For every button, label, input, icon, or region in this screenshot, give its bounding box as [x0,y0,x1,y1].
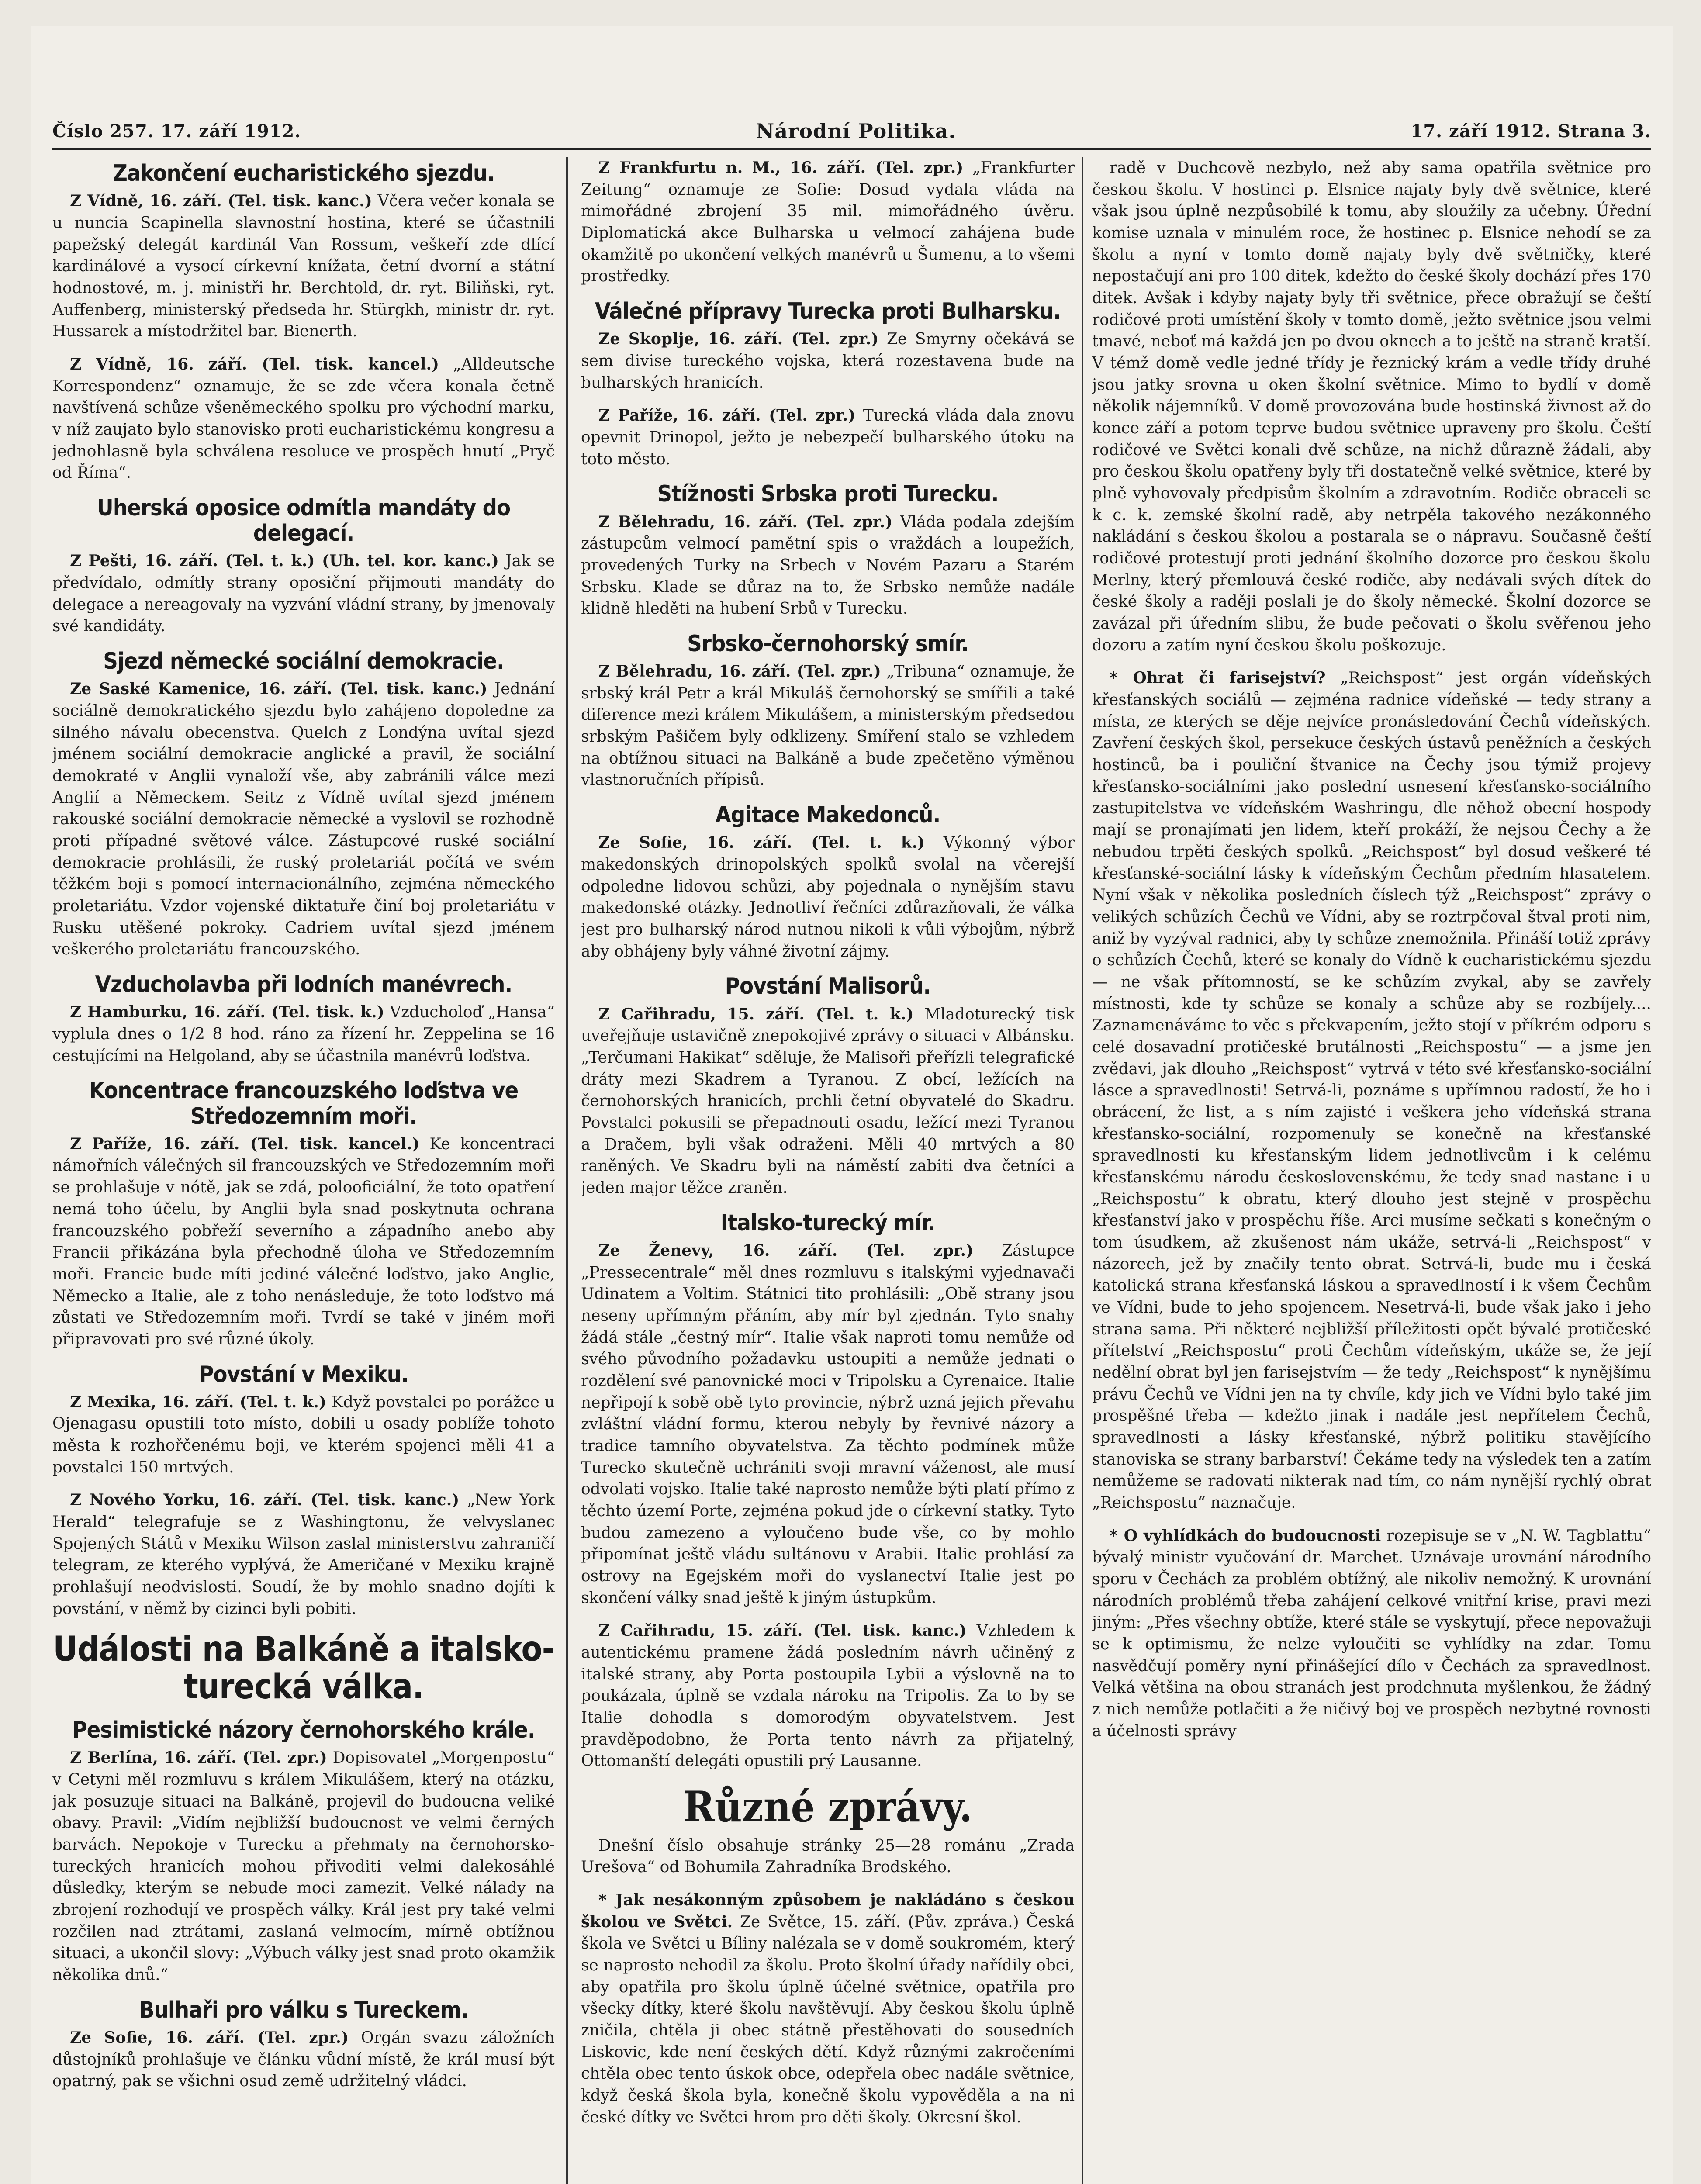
article-body [581,1890,1075,2128]
article-text: Když povstalci po porážce u Ojenagasu opustili toto místo, dobili u osady poblíže tohoto města k rozhořčenému boji, ve kterém spojenci měli 41 a povstalci 150 mrtvých. [52,1393,555,1476]
article-text: Vláda podala zdejším zástupcům velmocí pamětní spis o vraždách a loupežích, provedených Turky na Srbech v Novém Pazaru a Starém Srbsku. Klade se důraz na to, že Srbsko nemůže nadále klidně hleděti na hubení Srbů v Turecku. [581,513,1075,618]
article-headline: Koncentrace francouzského loďstva ve Středozemním moři. [89,1078,519,1130]
article-dateline: Ze Sofie, 16. září. (Tel. zpr.) [70,2028,349,2047]
column-rule-2 [1082,157,1083,2184]
masthead-rule [52,148,1651,150]
article-headline: Povstání v Mexiku. [199,1361,408,1388]
article-body [581,1004,1075,1199]
article [52,495,555,637]
article-text: Ze Smyrny očekává se sem divise tureckého vojska, která rozestavena bude na bulharských hranicích. [581,330,1075,392]
article [1092,157,1651,656]
issue-number: Číslo 257. 17. září 1912. [52,121,301,142]
article-body [1092,1525,1651,1742]
article-dateline: Z Paříže, 16. září. (Tel. tisk. kancel.) [70,1134,420,1153]
article-body [581,1620,1075,1772]
newspaper-title: Národní Politika. [756,119,956,143]
article-headline: Události na Balkáně a italsko-turecká válka. [53,1630,554,1707]
article [52,972,555,1067]
article-headline: Vzducholavba při lodních manévrech. [95,971,512,998]
article-dateline: Z Cařihradu, 15. září. (Tel. tisk. kanc.) [598,1621,967,1640]
article-dateline: * Ohrat či farisejství? [1110,669,1326,688]
article [581,974,1075,1199]
article-body [581,511,1075,620]
article-body [1092,667,1651,1514]
article-text: „Reichspost“ jest orgán vídeňských křesťanských sociálů — zejména radnice vídeňské — tedy strany a místa, ze kterých se děje nejvíce pronásledování Čechů vídeňských. Zavření českých škol, persekuce českých ústavů peněžních a českých hostinců, ba i pouliční štvanice na Čechy jsou týmiž projevy křesťansko-sociálními jako poslední usnesení křesťansko-sociálního zastupitelstva ve vídeňském Washringu, dle něhož obecní hospody mají se pronajímati jen lidem, kteří prokáží, že nejsou Čechy a že nebudou trpěti českých spolků. „Reichspost“ byl dosud veškeré té křesťanské-sociální lásky k vídeňským Čechům předním hlasatelem. Nyní však v několika posledních číslech týž „Reichspost“ zprávy o velikých schůzích Čechů ve Vídni, aby se roztrpčoval štval proti nim, aniž by vyzýval radnici, aby ty schůze znemožnila. Přináší totiž zprávy o schůzích Čechů, které se konaly do Vídně k eucharistickému sjezdu — ne však přítomností, se ke schůzím zvykal, aby se zavřely místnosti, kde ty schůze se konaly a schůze aby se rozbíjely.... Zaznamenáváme to věc s překvapením, ježto stojí v příkrém odporu s celé dosavadní protičeské brutálnosti „Reichspostu“ — a jsme jen zvědavi, jak dlouho „Reichspost“ vytrvá v této své křesťansko-sociální lásce a spravedlnosti! Setrvá-li, poznáme s upřímnou radostí, že ho i obrácení, že list, a s ním zajisté i veškera jeho vídeňská strana křesťansko-sociální, rozpomenuly se konečně na křesťanské spravedlnosti ku křesťanským lidem jednotlivcům i k celému křesťanskému národu československému, že tedy snad nastane i u „Reichspostu“ k obratu, který dlouho jest stejně v prospěchu křesťanství jako v prospěchu říše. Arci musíme sečkati s konečným o tom úsudkem, až zkušenost nám ukáže, setrvá-li „Reichspost“ v názorech, jež by značily tento obrat. Setrvá-li, bude mu i česká katolická strana křesťanská láskou a spravedlností i k všem Čechům ve Vídni, bude to jeho spojencem. Nesetrvá-li, bude však jako i jeho strana sama. Při některé nejbližší příležitosti opět bývalé protičeské přítelství „Reichspostu“ proti Čechům vídeňským, ukáže se, že její nedělní obrat byl jen farisejstvím — že tedy „Reichspost“ k nynějšímu právu Čechů ve Vídni jen na ty chvíle, kdy jich ve Vídni bylo také jim prospěšné třeba — kdežto jinak i nadále jest nepřítelem Čechů, spravedlnosti a lásky křesťanské, nýbrž politiku stavějícího stanoviska se strany barbarství! Čekáme tedy na výsledek ten a zatím nemůžeme se radovati nikterak nad tím, co nám nynější rychlý obrat „Reichspostu“ naznačuje. [1092,669,1651,1512]
article-text: Mladoturecký tisk uveřejňuje ustavičně znepokojivé zprávy o situaci v Albánsku. „Terčumani Hakikat“ sděluje, že Malisoři přeřízli telegrafické dráty mezi Skadrem a Tyranou. Z obcí, ležících na černohorských hranicích, prchli četní obyvatelé do Skadru. Povstalci pokusili se přepadnouti osadu, ležící mezi Tyranou a Dračem, byli však odraženi. Měli 40 mrtvých a 80 raněných. Ve Skadru byli na náměstí zabiti dva četníci a jeden major těžce zraněn. [581,1005,1075,1197]
article [581,1620,1075,1772]
article [52,161,555,342]
article-text: radě v Duchcově nezbylo, než aby sama opatřila světnice pro českou školu. V hostinci p. Elsnice najaty byly dvě světnice, které však jsou úplně nezpůsobilé k tomu, aby sloužily za učebny. Úřední komise uznala v minulém roce, že hostinec p. Elsnice nehodí se za školu a nyní v tomto domě najaty byly dvě světničky, které nepostačují ani pro 100 ditek, kdežto do české školy dochází přes 170 ditek. Avšak i kdyby najaty byly tři světnice, přece obražují se čeští rodičové proti umístění školy v tomto domě, ježto světnice jsou velmi tmavé, neboť má každá jen po dvou oknech a to ještě na straně kratší. V témž domě vedle jedné třídy je řeznický krám a vedle třídy druhé jsou jatky srovna u oken školní světnice. Mimo to bydlí v domě několik nájemníků. V domě provozována bude hostinská živnost až do konce září a potom teprve budou světnice upraveny pro školu. Čeští rodičové ve Světci konali dvě schůze, na nichž důrazně žádali, aby pro českou školu opatřeny byly tři dostatečně velké světnice, které by plně vyhovovaly předpisům školním a zdravotním. Rodiče obraceli se k c. k. zemské školní radě, aby netrpěla takového nezákonného nakládání s českou školou a postarala se o nápravu. Současně čeští rodičové protestují proti jednání školního dozorce pro českou školu Merlny, který přemlouvá české rodiče, aby nedávali svých dítek do české školy a raději poslali je do školy německé. Školní dozorce se zavázal při úředním slibu, že bude pečovati o školu svěřenou jeho dozoru a zatím nyní českou školu poškozuje. [1092,159,1651,654]
article-text: Ze Světce, 15. září. (Pův. zpráva.) Česká škola ve Světci u Bíliny nalézala se v domě soukromém, který se naprosto nehodil za školu. Proto školní úřady nařídily obci, aby opatřila pro školu úplně účelné světnice, opatřila pro všecky dítky, které školu navštěvují. Aby českou školu úplně zničila, chtěla ji obec státně přestěhovati do sousedních Liskovic, kde není českých dětí. Když různými zakročeními chtěla obec tento úskok obce, odepřela obec nadále světnice, když česká škola byla, konečně školu vypověděla a na ni české dítky ve Světci hrom pro děti školy. Okresní škol. [581,1913,1075,2126]
article [581,299,1075,394]
article-body [52,1133,555,1351]
article-body [52,1489,555,1620]
article-headline: Zakončení eucharistického sjezdu. [112,160,495,187]
article-headline: Italsko-turecký mír. [720,1209,935,1236]
article [581,405,1075,470]
article-dateline: Z Vídně, 16. září. (Tel. tisk. kanc.) [70,192,372,211]
article [1092,1525,1651,1742]
column-3 [1092,157,1651,2184]
article-body [581,1240,1075,1609]
article [581,1210,1075,1609]
article-dateline: Ze Sofie, 16. září. (Tel. t. k.) [598,833,925,852]
article [52,649,555,961]
column-rule-1 [566,157,568,2184]
article-body [581,328,1075,394]
article-text: Ke koncentraci námořních válečných sil francouzských ve Středozemním moři se prohlašuje v nótě, jak se zdá, polooficiální, že toto opatření nemá toho účelu, by Anglii byla snad poskytnuta ochrana francouzského pobřeží severního a západního anebo aby Francii přikázána byla přechodně úloha ve Středozemním moři. Francie bude míti jediné válečné loďstvo, jako Anglie, Německo a Italie, ale z toho nenásleduje, že toto loďstvo má zůstati ve Středozemním moři. Tvrdí se také v jiném moři připravovati pro své různé úkoly. [52,1135,555,1348]
article-body [581,661,1075,791]
article-dateline: Z Paříže, 16. září. (Tel. zpr.) [598,406,856,425]
article-headline: Agitace Makedonců. [715,802,940,829]
article-headline: Různé zprávy. [683,1782,972,1832]
article-text: „Frankfurter Zeitung“ oznamuje ze Sofie: Dosud vydala vláda na mimořádné zbrojení 35 mil. mimořádného úvěru. Diplomatická akce Bulharska u velmocí zahájena bude okamžitě po ukončení velkých manévrů u Šumenu, a to všemi prostředky. [581,159,1075,286]
article-text: Včera večer konala se u nuncia Scapinella slavnostní hostina, které se účastnili papežský delegát kardinál Van Rossum, veškeří zde dlící kardinálové a vysocí církevní knížata, četní dvorní a státní hodnostové, m. j. ministři hr. Berchtold, dr. ryt. Biliňski, ryt. Auffenberg, ministerský předseda hr. Stürgkh, ministr dr. ryt. Hussarek a místodržitel bar. Bienerth. [52,192,555,341]
page-date-number: 17. září 1912. Strana 3. [1411,121,1651,142]
article-body [52,2027,555,2092]
column-2 [581,157,1075,2184]
article-text: Turecká vláda dala znovu opevnit Drinopol, ježto je nebezpečí bulharského útoku na toto město. [581,407,1075,468]
article-body [52,678,555,961]
article-text: „Tribuna“ oznamuje, že srbský král Petr a král Mikuláš černohorský se smířili a také diference mezi králem Mikulášem, a ministerským předsedou srbským Pašičem byly odklizeny. Smíření stalo se vzhledem na obtížnou situaci na Balkáně a bude zpečetěno výměnou vlastnoručních přípisů. [581,663,1075,789]
article [52,1489,555,1620]
article-headline: Pesimistické názory černohorského krále. [72,1717,535,1744]
article-text: Výkonný výbor makedonských drinopolských spolků svolal na včerejší odpoledne lidovou schůzi, aby pojednala o nynějším stavu makedonské otázky. Jednotliví řečníci zdůrazňovali, že válka jest pro bulharský národ nutnou nikoli k vůli výbojům, nýbrž aby obhájeny byly váhné životní zájmy. [581,834,1075,961]
article-body [581,157,1075,287]
article-body [52,1392,555,1479]
article-dateline: Z Vídně, 16. září. (Tel. tisk. kancel.) [70,355,439,373]
article-headline: Bulhaři pro válku s Tureckem. [138,1997,469,2023]
article-text: Dopisovatel „Morgenpostu“ v Cetyni měl rozmluvu s králem Mikulášem, který na otázku, jak posuzuje situaci na Balkáně, projevil do budoucna veliké obavy. Pravil: „Vidím nejbližší budoucnost ve velmi černých barvách. Nepokoje v Turecku a přehmaty na černohorsko-tureckých hranicích mohou přivoditi velmi dalekosáhlé důsledky, kterým se nebude moci zamezit. Velké nálady na zbrojení rozhodují ve prospěch války. Král jest pry také velmi rozčilen nad ztrátami, zaslaná velmocím, mírně obtížnou situaci, a ukončil slovy: „Výbuch války jest snad proto okamžik několika dnů.“ [52,1749,555,1984]
article-headline: Stížnosti Srbska proti Turecku. [657,481,999,508]
article-body [52,354,555,484]
article-text: Dnešní číslo obsahuje stránky 25—28 románu „Zrada Urešova“ od Bohumila Zahradníka Brodského. [581,1836,1075,1876]
article-dateline: Z Bělehradu, 16. září. (Tel. zpr.) [598,662,881,681]
article-headline: Uherská oposice odmítla mandáty do delegací. [97,494,511,547]
article [52,1717,555,1986]
article-dateline: Ze Ženevy, 16. září. (Tel. zpr.) [598,1241,974,1260]
article-text: Jak se předvídalo, odmítly strany oposiční přijmouti mandáty do delegace a nereagovaly na vyzvání vládní strany, by jmenovaly své kandidáty. [52,552,555,636]
article-dateline: Z Hamburku, 16. září. (Tel. tisk. k.) [70,1003,384,1022]
article-dateline: Ze Skoplje, 16. září. (Tel. zpr.) [598,330,879,349]
article-dateline: Z Frankfurtu n. M., 16. září. (Tel. zpr.) [598,159,964,177]
article-body [52,190,555,342]
article-text: Jednání sociálně demokratického sjezdu bylo zahájeno dopoledne za silného návalu obecenstva. Quelch z Londýna uvítal sjezd jménem sociální demokracie anglické a pravil, že sociální demokraté v Anglii vynaloží vše, aby zabránili válce mezi Anglií a Německem. Seitz z Vídně uvítal sjezd jménem rakouské sociální demokracie německé a vyslovil se rozhodně proti případné světové válce. Zástupcové ruské sociální demokracie prohlásili, že ruský proletariát počítá ve svém těžkém boji s pomocí internacionálního, zejména německého proletariátu. Vzdor vojenské diktatuře činí boj proletariátu v Rusku utěšené pokroky. Cadriem uvítal sjezd jménem veškerého proletariátu francouzského. [52,680,555,959]
article-dateline: * Jak nesákonným způsobem je nakládáno s českou školou ve Světci. [581,1890,1075,1931]
article-text: „Alldeutsche Korrespondenz“ oznamuje, že se zde včera konala četně navštívená schůze všeněmeckého spolku pro východní marku, v níž zaujato bylo stanovisko proti eucharistickému kongresu a jednohlasně byla schválena resoluce ve prospěch hnutí „Pryč od Říma“. [52,355,555,482]
article [581,631,1075,791]
article-dateline: * O vyhlídkách do budoucnosti [1110,1526,1381,1545]
article [581,157,1075,287]
article-text: Vzducholoď „Hansa“ vyplula dnes o 1/2 8 hod. ráno za řízení hr. Zeppelina se 16 cestujícími na Helgoland, aby se účastnila manévrů loďstva. [52,1003,555,1065]
article [581,802,1075,962]
article-body [1092,157,1651,656]
article-dateline: Z Nového Yorku, 16. září. (Tel. tisk. kanc.) [70,1491,460,1510]
article [581,1783,1075,1878]
article [52,1362,555,1479]
article-dateline: Z Berlína, 16. září. (Tel. zpr.) [70,1749,327,1767]
article-dateline: Ze Saské Kamenice, 16. září. (Tel. tisk. kanc.) [70,680,487,698]
article-text: Vzhledem k autentickému pramene žádá posledním návrh učiněný z italské strany, aby Porta postoupila Lybii a výslovně na to poukázala, úplně se vzdala nároku na Tripolis. Za to by se Italie dohodla s domorodým obyvatelstvem. Jest pravděpodobno, že Porta tento návrh za přijatelný, Ottomanští delegáti opustili prý Lausanne. [581,1622,1075,1770]
article-body [581,832,1075,962]
article [52,1078,555,1350]
article-dateline: Z Bělehradu, 16. září. (Tel. zpr.) [598,512,893,531]
article-headline: Povstání Malisorů. [725,973,931,1000]
article-body [52,1002,555,1067]
article-body [581,1835,1075,1878]
article-text: „New York Herald“ telegrafuje se z Washingtonu, že velvyslanec Spojených Států v Mexiku Wilson zaslal ministerstvu zahraničí telegram, ze kterého vyplývá, že Američané v Mexiku krajně prohlašují neodvislosti. Soudí, že by mohlo snadno dojíti k povstání, v němž by cizinci byli pobiti. [52,1491,555,1618]
article-dateline: Z Cařihradu, 15. září. (Tel. t. k.) [598,1005,914,1023]
article-dateline: Z Mexika, 16. září. (Tel. t. k.) [70,1393,326,1411]
article [52,354,555,484]
article-body [581,405,1075,470]
article-body [52,550,555,637]
article [581,481,1075,620]
article [1092,667,1651,1514]
article-headline: Sjezd německé sociální demokracie. [103,648,504,675]
article-text: rozepisuje se v „N. W. Tagblattu“ bývalý ministr vyučování dr. Marchet. Uznávaje urovnání národního sporu v Čechách za problém obtížný, ale nikoliv nemožný. K urovnání národních problémů třeba zahájení celkové vnitřní krise, pravi mezi jiným: „Přes všechny obtíže, které stále se vyskytují, přece nepovažuji se k optimismu, že nelze vyloučiti se vyhlídky na zdar. Tomu nasvědčují poměry nyní přinášející dílo v Čechách za spravedlnost. Velká většina na obou stranách jest prodchnuta myšlenkou, že žádný z nich nemůže potlačiti a že ničivý boj ve prospěch nezbytné rovnosti a účelnosti správy [1092,1527,1651,1740]
column-1 [52,157,555,2184]
article-text: Orgán svazu záložních důstojníků prohlašuje ve článku vůdní místě, že král musí být opatrný, pak se všichni osud země udržitelný vládci. [52,2028,555,2091]
masthead [52,118,1651,144]
article-body [52,1747,555,1986]
article-dateline: Z Pešti, 16. září. (Tel. t. k.) (Uh. tel. kor. kanc.) [70,552,499,570]
article [581,1890,1075,2128]
article [52,1631,555,1706]
article-text: Zástupce „Pressecentrale“ měl dnes rozmluvu s italskými vyjednavači Udinatem a Voltim. Státnici tito prohlásili: „Obě strany jsou neseny upřímným přáním, aby mír byl zjednán. Tyto snahy žádá stále „čestný mír“. Italie však naproti tomu nemůže od svého původního požadavku ustoupiti a nemůže jednati o rozdělení své panovnické moci v Tripolsku a Cyrenaice. Italie nepřipojí k sobě obě tyto provincie, nýbrž uzná jejich převahu zvláštní vládní formu, kterou nebyly by řevnivé názory a tradice tamního obyvatelstva. Za těchto podmínek může Turecko skutečně uchrániti svoji mravní váženost, ale musí odvolati vojsko. Italie také naprosto nemůže býti platí přímo z těchto území Porte, zejména pokud jde o církevní statky. Tyto budou zamezeno a vyloučeno bude vše, co by mohlo připomínat ještě vládu sultánovu v Arabii. Italie prohlásí za ostrovy na Egejském moři do vyslanectví Italie jest po skončení války snad ještě k jiným ústupkům. [581,1241,1075,1607]
article [52,1997,555,2092]
article-headline: Válečné přípravy Turecka proti Bulharsku. [595,298,1061,325]
article-headline: Srbsko-černohorský smír. [687,630,968,657]
